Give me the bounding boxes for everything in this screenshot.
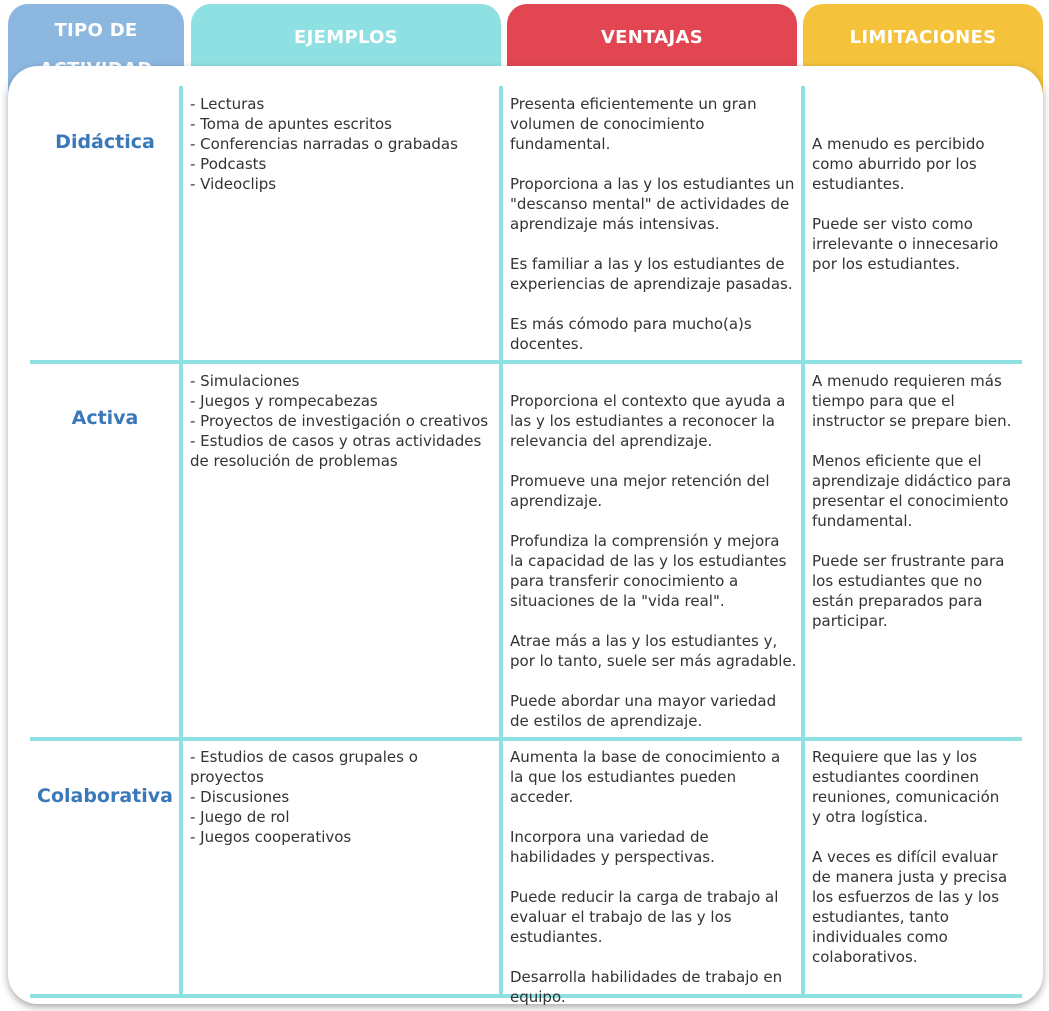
limitation-paragraph: A menudo requieren más tiempo para que el instructor se prepare bien. — [812, 372, 1012, 430]
advantages-cell-didactica — [510, 94, 797, 354]
advantage-paragraph: Es familiar a las y los estudiantes de experiencias de aprendizaje pasadas. — [510, 255, 793, 293]
list-item: - Videoclips — [190, 175, 277, 193]
advantage-paragraph: Es más cómodo para mucho(a)s docentes. — [510, 315, 752, 353]
row-label-colaborativa: Colaborativa — [37, 785, 173, 807]
column-divider — [499, 86, 503, 996]
examples-cell-activa — [190, 371, 495, 471]
limitation-paragraph: Requiere que las y los estudiantes coordinen reuniones, comunicación y otra logística. — [812, 748, 1000, 826]
header-ventajas-label: VENTAJAS — [600, 27, 704, 48]
header-tipo-line1: TIPO DE — [54, 20, 138, 41]
limitation-paragraph: A veces es difícil evaluar de manera justa y precisa los esfuerzos de las y los estudiantes, tanto individuales como colaborativos. — [812, 848, 1008, 966]
advantage-paragraph: Desarrolla habilidades de trabajo en equipo. — [510, 968, 783, 1006]
list-item: - Juegos cooperativos — [190, 828, 352, 846]
advantage-paragraph: Puede abordar una mayor variedad de estilos de aprendizaje. — [510, 692, 777, 730]
list-item: - Lecturas — [190, 95, 265, 113]
advantages-cell-colaborativa — [510, 747, 797, 1007]
advantage-paragraph: Proporciona a las y los estudiantes un "descanso mental" de actividades de aprendizaje más intensivas. — [510, 175, 795, 233]
advantage-paragraph: Aumenta la base de conocimiento a la que los estudiantes pueden acceder. — [510, 748, 781, 806]
advantage-paragraph: Promueve una mejor retención del aprendizaje. — [510, 472, 770, 510]
column-divider — [801, 86, 805, 996]
list-item: - Conferencias narradas o grabadas — [190, 135, 458, 153]
list-item: - Podcasts — [190, 155, 267, 173]
list-item: - Juego de rol — [190, 808, 290, 826]
row-label-didactica: Didáctica — [55, 131, 155, 153]
advantage-paragraph: Profundiza la comprensión y mejora la capacidad de las y los estudiantes para transferir conocimiento a situaciones de la "vida real". — [510, 532, 787, 610]
limitation-paragraph: Puede ser visto como irrelevante o innecesario por los estudiantes. — [812, 215, 999, 273]
list-item: - Discusiones — [190, 788, 290, 806]
row-divider — [30, 737, 1022, 741]
advantage-paragraph: Puede reducir la carga de trabajo al evaluar el trabajo de las y los estudiantes. — [510, 888, 779, 946]
limitation-paragraph: Puede ser frustrante para los estudiantes que no están preparados para participar. — [812, 552, 1005, 630]
column-divider — [179, 86, 183, 996]
examples-cell-didactica — [190, 94, 495, 194]
list-item: - Simulaciones — [190, 372, 300, 390]
examples-cell-colaborativa — [190, 747, 495, 847]
limitations-cell-didactica — [812, 134, 1012, 274]
limitation-paragraph: A menudo es percibido como aburrido por los estudiantes. — [812, 135, 985, 193]
list-item: - Toma de apuntes escritos — [190, 115, 392, 133]
header-ejemplos-label: EJEMPLOS — [294, 27, 398, 48]
list-item: - Proyectos de investigación o creativos — [190, 412, 489, 430]
limitation-paragraph: Menos eficiente que el aprendizaje didáctico para presentar el conocimiento fundamental. — [812, 452, 1012, 530]
list-item: - Estudios de casos grupales o proyectos — [190, 748, 418, 786]
list-item: - Estudios de casos y otras actividades de resolución de problemas — [190, 432, 482, 470]
advantage-paragraph: Proporciona el contexto que ayuda a las y los estudiantes a reconocer la relevancia del aprendizaje. — [510, 392, 786, 450]
header-limitaciones-label: LIMITACIONES — [849, 27, 997, 48]
advantage-paragraph: Atrae más a las y los estudiantes y, por lo tanto, suele ser más agradable. — [510, 632, 797, 670]
advantage-paragraph: Incorpora una variedad de habilidades y perspectivas. — [510, 828, 715, 866]
list-item: - Juegos y rompecabezas — [190, 392, 378, 410]
row-label-activa: Activa — [71, 407, 139, 429]
advantage-paragraph: Presenta eficientemente un gran volumen de conocimiento fundamental. — [510, 95, 757, 153]
limitations-cell-activa — [812, 371, 1012, 631]
row-divider — [30, 360, 1022, 364]
limitations-cell-colaborativa — [812, 747, 1012, 967]
advantages-cell-activa — [510, 391, 797, 731]
